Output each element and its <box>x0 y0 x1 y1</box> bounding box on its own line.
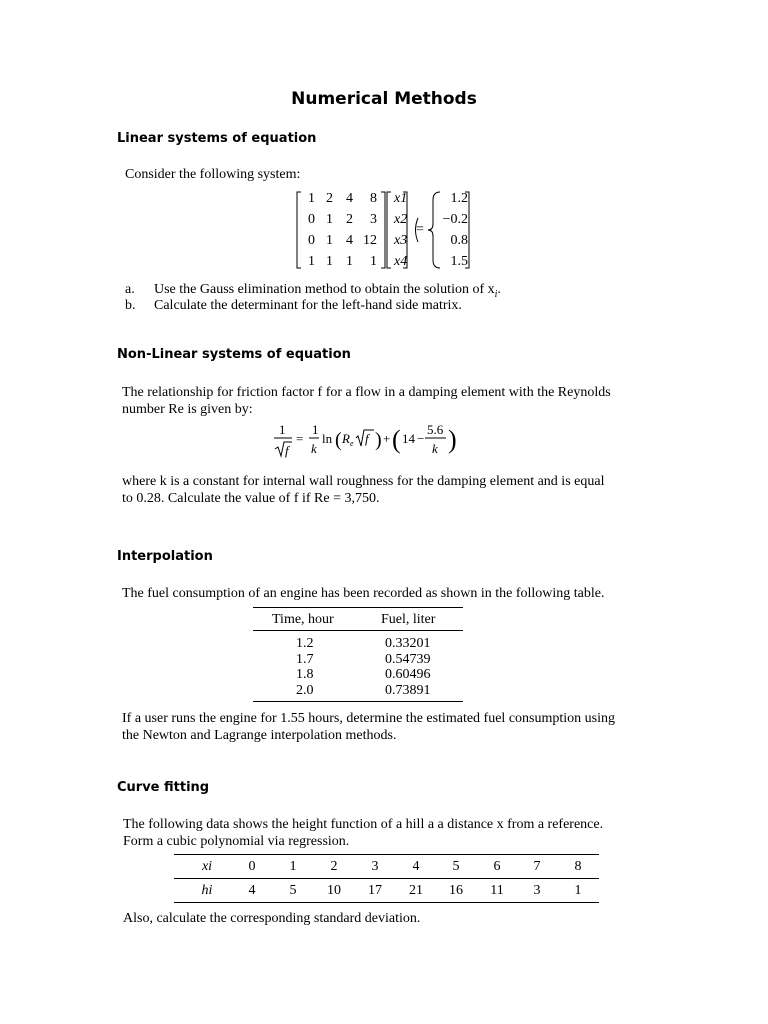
curve-table-x-cell: 6 <box>493 859 501 874</box>
friction-equation-text <box>272 436 273 437</box>
curve-table-x-cell: 2 <box>330 859 338 874</box>
interpolation-intro: The fuel consumption of an engine has been recorded as shown in the following table. <box>122 586 605 601</box>
curve-table-h-cell: 1 <box>574 883 582 898</box>
svg-text:f: f <box>365 431 369 446</box>
fuel-table-time-cell: 2.0 <box>296 683 314 698</box>
nonlinear-paragraph-2-line-2: to 0.28. Calculate the value of f if Re = 3,750. <box>122 491 380 506</box>
curve-table-x-cell: 8 <box>574 859 582 874</box>
svg-text:+: + <box>383 431 391 446</box>
curve-table-x-cell: 5 <box>452 859 460 874</box>
curve-table-bottom-rule <box>174 902 599 903</box>
svg-text:): ) <box>375 429 382 451</box>
section-heading-linear: Linear systems of equation <box>117 131 317 146</box>
curve-table-h-cell: 17 <box>368 883 382 898</box>
item-a-label: a. <box>125 282 135 297</box>
curve-intro-line-1: The following data shows the height function of a hill a a distance x from a reference. <box>123 817 604 832</box>
fuel-table-bottom-rule <box>253 701 463 702</box>
matrix-row-4: 1 1 1 1 x4 1.5 <box>308 254 468 269</box>
friction-equation-formula <box>272 422 462 468</box>
curve-footer: Also, calculate the corresponding standard deviation. <box>123 911 421 926</box>
curve-table-x-cell: 7 <box>533 859 541 874</box>
svg-text:f: f <box>285 443 289 458</box>
svg-text:ln: ln <box>322 431 333 446</box>
svg-text:e: e <box>350 439 354 448</box>
nonlinear-paragraph-2-line-1: where k is a constant for internal wall roughness for the damping element and is equal <box>122 474 605 489</box>
curve-table-h-cell: 10 <box>327 883 341 898</box>
nonlinear-paragraph-1: The relationship for friction factor f for a flow in a damping element with the Reynolds number Re is given by: <box>122 385 611 417</box>
svg-text:1: 1 <box>279 422 286 437</box>
section-heading-curve-fitting: Curve fitting <box>117 780 210 795</box>
linear-intro: Consider the following system: <box>125 167 301 182</box>
page-title: Numerical Methods <box>291 89 477 109</box>
curve-table-h-cell: 3 <box>533 883 541 898</box>
curve-table-x-cell: 3 <box>371 859 379 874</box>
section-heading-interpolation: Interpolation <box>117 549 213 564</box>
fuel-table-header-fuel: Fuel, liter <box>381 612 436 627</box>
curve-table-row-label-h: hi <box>201 883 213 898</box>
section-heading-nonlinear: Non-Linear systems of equation <box>117 347 351 362</box>
svg-text:(: ( <box>392 425 401 454</box>
fuel-table-header-time: Time, hour <box>272 612 334 627</box>
curve-intro-line-2: Form a cubic polynomial via regression. <box>123 834 350 849</box>
curve-table-top-rule <box>174 854 599 855</box>
item-b-label: b. <box>125 298 136 313</box>
matrix-row-2: 0 1 2 3 x2 −0.2 <box>308 212 468 227</box>
svg-text:5.6: 5.6 <box>427 422 444 437</box>
item-b-text: Calculate the determinant for the left-hand side matrix. <box>154 298 462 313</box>
matrix-equals-sign: = <box>416 222 424 237</box>
svg-text:1: 1 <box>312 422 319 437</box>
matrix-row-3: 0 1 4 12 x3 0.8 <box>308 233 468 248</box>
interpolation-question-line-2: the Newton and Lagrange interpolation methods. <box>122 728 397 743</box>
fuel-table-fuel-cell: 0.33201 <box>385 636 431 651</box>
curve-table-h-cell: 21 <box>409 883 423 898</box>
fuel-table-time-cell: 1.7 <box>296 652 314 667</box>
svg-text:(: ( <box>335 429 342 451</box>
curve-table-h-cell: 5 <box>289 883 297 898</box>
item-a-text: Use the Gauss elimination method to obtain the solution of $x_i$. <box>154 282 501 300</box>
interpolation-question-line-1: If a user runs the engine for 1.55 hours, determine the estimated fuel consumption using <box>122 711 615 726</box>
friction-equation <box>272 422 462 468</box>
svg-text:=: = <box>296 431 304 446</box>
fuel-table-fuel-cell: 0.60496 <box>385 667 431 682</box>
fuel-table-fuel-cell: 0.54739 <box>385 652 431 667</box>
fuel-table-time-cell: 1.8 <box>296 667 314 682</box>
curve-table-h-cell: 11 <box>490 883 504 898</box>
curve-table-h-cell: 16 <box>449 883 463 898</box>
curve-table-x-cell: 0 <box>248 859 256 874</box>
matrix-row-1: 1 2 4 8 x1 1.2 <box>308 191 468 206</box>
fuel-table-top-rule <box>253 607 463 608</box>
curve-table-mid-rule <box>174 878 599 879</box>
curve-table-row-label-x: xi <box>201 859 213 874</box>
svg-text:R: R <box>342 431 350 446</box>
svg-text:): ) <box>448 425 457 454</box>
fuel-table-fuel-cell: 0.73891 <box>385 683 431 698</box>
svg-text:k: k <box>311 441 317 456</box>
fuel-table-time-cell: 1.2 <box>296 636 314 651</box>
curve-table-x-cell: 4 <box>412 859 420 874</box>
curve-table-x-cell: 1 <box>289 859 297 874</box>
svg-text:k: k <box>432 441 438 456</box>
svg-text:14: 14 <box>402 431 415 446</box>
svg-text:−: − <box>417 431 425 446</box>
fuel-table-header-rule <box>253 630 463 631</box>
curve-table-h-cell: 4 <box>248 883 256 898</box>
